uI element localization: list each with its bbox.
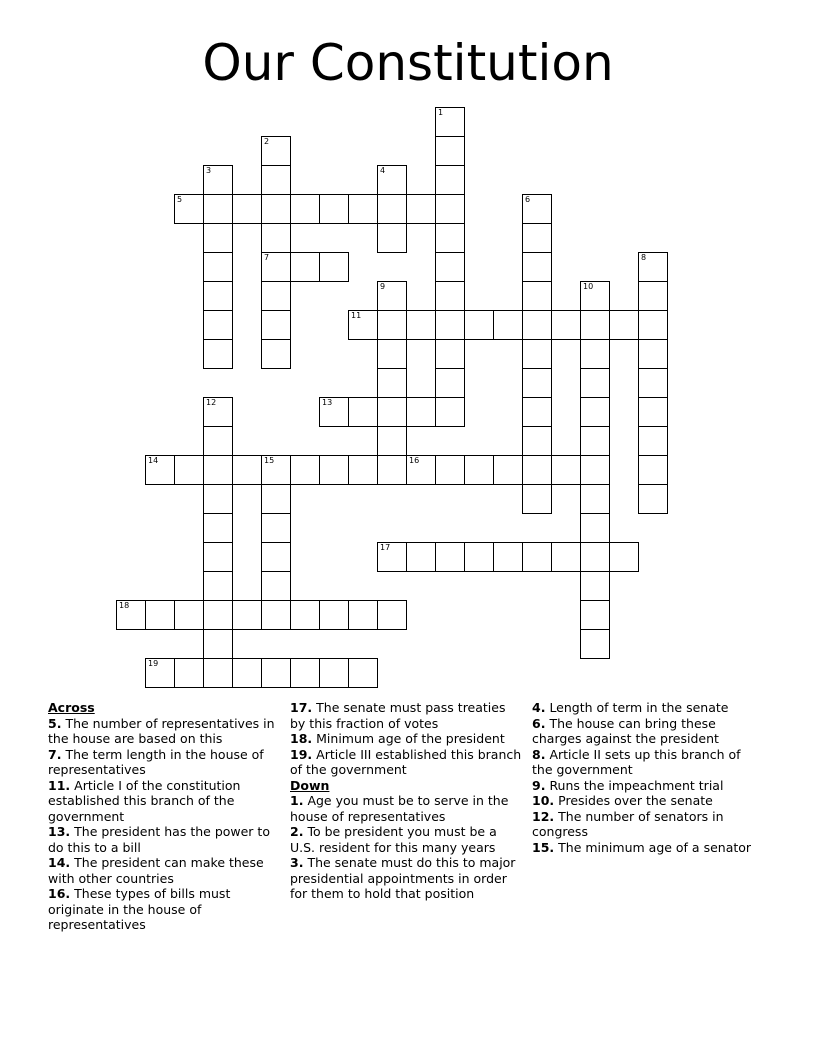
grid-cell[interactable] xyxy=(145,600,175,630)
grid-cell[interactable] xyxy=(348,194,378,224)
grid-cell[interactable] xyxy=(580,310,610,340)
grid-cell[interactable] xyxy=(261,252,291,282)
clue-number: 3 xyxy=(206,166,212,175)
grid-cell[interactable] xyxy=(580,368,610,398)
grid-cell[interactable] xyxy=(493,542,523,572)
grid-cell[interactable] xyxy=(203,165,233,195)
grid-cell[interactable] xyxy=(638,310,668,340)
grid-cell[interactable] xyxy=(261,513,291,543)
grid-cell[interactable] xyxy=(522,455,552,485)
clue-number: 17 xyxy=(380,543,391,552)
grid-cell[interactable] xyxy=(261,194,291,224)
grid-cell[interactable] xyxy=(580,600,610,630)
grid-cell[interactable] xyxy=(609,310,639,340)
grid-cell[interactable] xyxy=(232,455,262,485)
grid-cell[interactable] xyxy=(406,397,436,427)
grid-cell[interactable] xyxy=(580,629,610,659)
clue-down-6: 6. The house can bring these charges against the president xyxy=(532,715,719,746)
grid-cell[interactable] xyxy=(319,252,349,282)
grid-cell[interactable] xyxy=(261,484,291,514)
grid-cell[interactable] xyxy=(638,397,668,427)
grid-cell[interactable] xyxy=(203,397,233,427)
grid-cell[interactable] xyxy=(551,455,581,485)
clue-across-14: 14. The president can make these with other countries xyxy=(48,855,264,886)
grid-cell[interactable] xyxy=(232,600,262,630)
grid-cell[interactable] xyxy=(290,658,320,688)
grid-cell[interactable] xyxy=(290,455,320,485)
clue-number: 8 xyxy=(641,253,647,262)
grid-cell[interactable] xyxy=(580,455,610,485)
grid-cell[interactable] xyxy=(145,658,175,688)
grid-cell[interactable] xyxy=(522,426,552,456)
clue-number: 7 xyxy=(264,253,270,262)
grid-cell[interactable] xyxy=(377,368,407,398)
page-title: Our Constitution xyxy=(202,34,614,92)
grid-cell[interactable] xyxy=(261,339,291,369)
grid-cell[interactable] xyxy=(261,281,291,311)
clue-down-3: 3. The senate must do this to major presidential appointments in order for them to hold that position xyxy=(290,855,516,901)
grid-cell[interactable] xyxy=(435,542,465,572)
grid-cell[interactable] xyxy=(203,310,233,340)
grid-cell[interactable] xyxy=(203,571,233,601)
grid-cell[interactable] xyxy=(522,542,552,572)
clue-number: 15 xyxy=(264,456,275,465)
grid-cell[interactable] xyxy=(174,600,204,630)
grid-cell[interactable] xyxy=(638,426,668,456)
clue-column-3 xyxy=(532,700,764,855)
grid-cell[interactable] xyxy=(261,310,291,340)
clue-number: 12 xyxy=(206,398,217,407)
grid-cell[interactable] xyxy=(348,600,378,630)
grid-cell[interactable] xyxy=(203,513,233,543)
grid-cell[interactable] xyxy=(348,455,378,485)
grid-cell[interactable] xyxy=(464,455,494,485)
grid-cell[interactable] xyxy=(348,310,378,340)
grid-cell[interactable] xyxy=(435,455,465,485)
clue-number: 6 xyxy=(525,195,531,204)
grid-cell[interactable] xyxy=(435,194,465,224)
grid-cell[interactable] xyxy=(638,368,668,398)
grid-cell[interactable] xyxy=(638,252,668,282)
clue-number: 4 xyxy=(380,166,386,175)
clue-down-1: 1. Age you must be to serve in the house of representatives xyxy=(290,793,509,824)
grid-cell[interactable] xyxy=(290,600,320,630)
grid-cell[interactable] xyxy=(522,368,552,398)
clue-number: 14 xyxy=(148,456,159,465)
clue-number: 5 xyxy=(177,195,183,204)
across-heading: Across xyxy=(48,700,95,715)
grid-cell[interactable] xyxy=(203,252,233,282)
clue-down-12: 12. The number of senators in congress xyxy=(532,808,724,839)
grid-cell[interactable] xyxy=(261,600,291,630)
grid-cell[interactable] xyxy=(348,397,378,427)
clue-number: 9 xyxy=(380,282,386,291)
clue-down-8: 8. Article II sets up this branch of the government xyxy=(532,746,741,777)
clue-number: 2 xyxy=(264,137,270,146)
grid-cell[interactable] xyxy=(377,339,407,369)
clue-number: 11 xyxy=(351,311,362,320)
grid-cell[interactable] xyxy=(377,194,407,224)
grid-cell[interactable] xyxy=(377,165,407,195)
grid-cell[interactable] xyxy=(174,658,204,688)
grid-cell[interactable] xyxy=(319,658,349,688)
clue-column-2 xyxy=(290,700,522,902)
grid-cell[interactable] xyxy=(435,339,465,369)
grid-cell[interactable] xyxy=(261,455,291,485)
grid-cell[interactable] xyxy=(406,194,436,224)
grid-cell[interactable] xyxy=(174,194,204,224)
grid-cell[interactable] xyxy=(580,397,610,427)
grid-cell[interactable] xyxy=(203,600,233,630)
clue-down-15: 15. The minimum age of a senator xyxy=(532,839,752,855)
grid-cell[interactable] xyxy=(116,600,146,630)
grid-cell[interactable] xyxy=(203,542,233,572)
grid-cell[interactable] xyxy=(377,310,407,340)
grid-cell[interactable] xyxy=(435,310,465,340)
grid-cell[interactable] xyxy=(261,571,291,601)
grid-cell[interactable] xyxy=(377,600,407,630)
grid-cell[interactable] xyxy=(203,194,233,224)
clue-across-11: 11. Article I of the constitution established this branch of the government xyxy=(48,777,241,824)
grid-cell[interactable] xyxy=(580,542,610,572)
clue-across-13: 13. The president has the power to do this to a bill xyxy=(48,824,270,855)
grid-cell[interactable] xyxy=(203,658,233,688)
grid-cell[interactable] xyxy=(493,455,523,485)
clue-across-18: 18. Minimum age of the president xyxy=(290,731,505,746)
grid-cell[interactable] xyxy=(435,368,465,398)
clue-across-19: 19. Article III established this branch of the government xyxy=(290,746,522,777)
grid-cell[interactable] xyxy=(203,484,233,514)
clue-number: 13 xyxy=(322,398,333,407)
grid-cell[interactable] xyxy=(580,426,610,456)
grid-cell[interactable] xyxy=(377,223,407,253)
grid-cell[interactable] xyxy=(290,252,320,282)
grid-cell[interactable] xyxy=(580,339,610,369)
grid-cell[interactable] xyxy=(435,136,465,166)
grid-cell[interactable] xyxy=(435,281,465,311)
grid-cell[interactable] xyxy=(435,223,465,253)
grid-cell[interactable] xyxy=(377,397,407,427)
grid-cell[interactable] xyxy=(609,542,639,572)
grid-cell[interactable] xyxy=(493,310,523,340)
grid-cell[interactable] xyxy=(203,455,233,485)
grid-cell[interactable] xyxy=(580,571,610,601)
grid-cell[interactable] xyxy=(319,194,349,224)
grid-cell[interactable] xyxy=(203,629,233,659)
grid-cell[interactable] xyxy=(261,658,291,688)
grid-cell[interactable] xyxy=(522,223,552,253)
grid-cell[interactable] xyxy=(435,165,465,195)
grid-cell[interactable] xyxy=(406,542,436,572)
grid-cell[interactable] xyxy=(522,281,552,311)
grid-cell[interactable] xyxy=(203,281,233,311)
grid-cell[interactable] xyxy=(638,484,668,514)
grid-cell[interactable] xyxy=(522,484,552,514)
grid-cell[interactable] xyxy=(174,455,204,485)
clue-number: 19 xyxy=(148,659,159,668)
clue-number: 18 xyxy=(119,601,130,610)
grid-cell[interactable] xyxy=(580,484,610,514)
grid-cell[interactable] xyxy=(638,339,668,369)
grid-cell[interactable] xyxy=(203,223,233,253)
grid-cell[interactable] xyxy=(464,542,494,572)
clue-across-5: 5. The number of representatives in the house are based on this xyxy=(48,715,275,746)
clue-down-9: 9. Runs the impeachment trial xyxy=(532,777,724,793)
grid-cell[interactable] xyxy=(319,397,349,427)
grid-cell[interactable] xyxy=(580,281,610,311)
grid-cell[interactable] xyxy=(319,600,349,630)
grid-cell[interactable] xyxy=(522,194,552,224)
grid-cell[interactable] xyxy=(261,136,291,166)
grid-cell[interactable] xyxy=(522,397,552,427)
grid-cell[interactable] xyxy=(261,542,291,572)
grid-cell[interactable] xyxy=(232,194,262,224)
clue-number: 16 xyxy=(409,456,420,465)
grid-cell[interactable] xyxy=(580,513,610,543)
grid-cell[interactable] xyxy=(522,310,552,340)
clue-down-2: 2. To be president you must be a U.S. resident for this many years xyxy=(290,824,497,855)
grid-cell[interactable] xyxy=(551,542,581,572)
grid-cell[interactable] xyxy=(377,426,407,456)
clue-column-1 xyxy=(48,700,280,933)
grid-cell[interactable] xyxy=(522,252,552,282)
clue-number: 10 xyxy=(583,282,594,291)
grid-cell[interactable] xyxy=(261,223,291,253)
grid-cell[interactable] xyxy=(406,455,436,485)
clue-across-16: 16. These types of bills must originate in the house of representatives xyxy=(48,886,231,932)
grid-cell[interactable] xyxy=(261,165,291,195)
grid-cell[interactable] xyxy=(522,339,552,369)
down-heading: Down xyxy=(290,777,330,793)
clue-number: 1 xyxy=(438,108,444,117)
grid-cell[interactable] xyxy=(145,455,175,485)
clue-across-17: 17. The senate must pass treaties by this fraction of votes xyxy=(290,700,506,731)
grid-cell[interactable] xyxy=(435,252,465,282)
grid-cell[interactable] xyxy=(638,455,668,485)
grid-cell[interactable] xyxy=(435,397,465,427)
grid-cell[interactable] xyxy=(232,658,262,688)
grid-cell[interactable] xyxy=(203,339,233,369)
grid-cell[interactable] xyxy=(377,455,407,485)
grid-cell[interactable] xyxy=(435,107,465,137)
grid-cell[interactable] xyxy=(406,310,436,340)
grid-cell[interactable] xyxy=(638,281,668,311)
grid-cell[interactable] xyxy=(464,310,494,340)
grid-cell[interactable] xyxy=(348,658,378,688)
clue-down-4: 4. Length of term in the senate xyxy=(532,700,729,715)
grid-cell[interactable] xyxy=(203,426,233,456)
clue-across-7: 7. The term length in the house of representatives xyxy=(48,746,264,777)
grid-cell[interactable] xyxy=(319,455,349,485)
grid-cell[interactable] xyxy=(290,194,320,224)
grid-cell[interactable] xyxy=(377,281,407,311)
clue-down-10: 10. Presides over the senate xyxy=(532,793,713,808)
grid-cell[interactable] xyxy=(551,310,581,340)
grid-cell[interactable] xyxy=(377,542,407,572)
